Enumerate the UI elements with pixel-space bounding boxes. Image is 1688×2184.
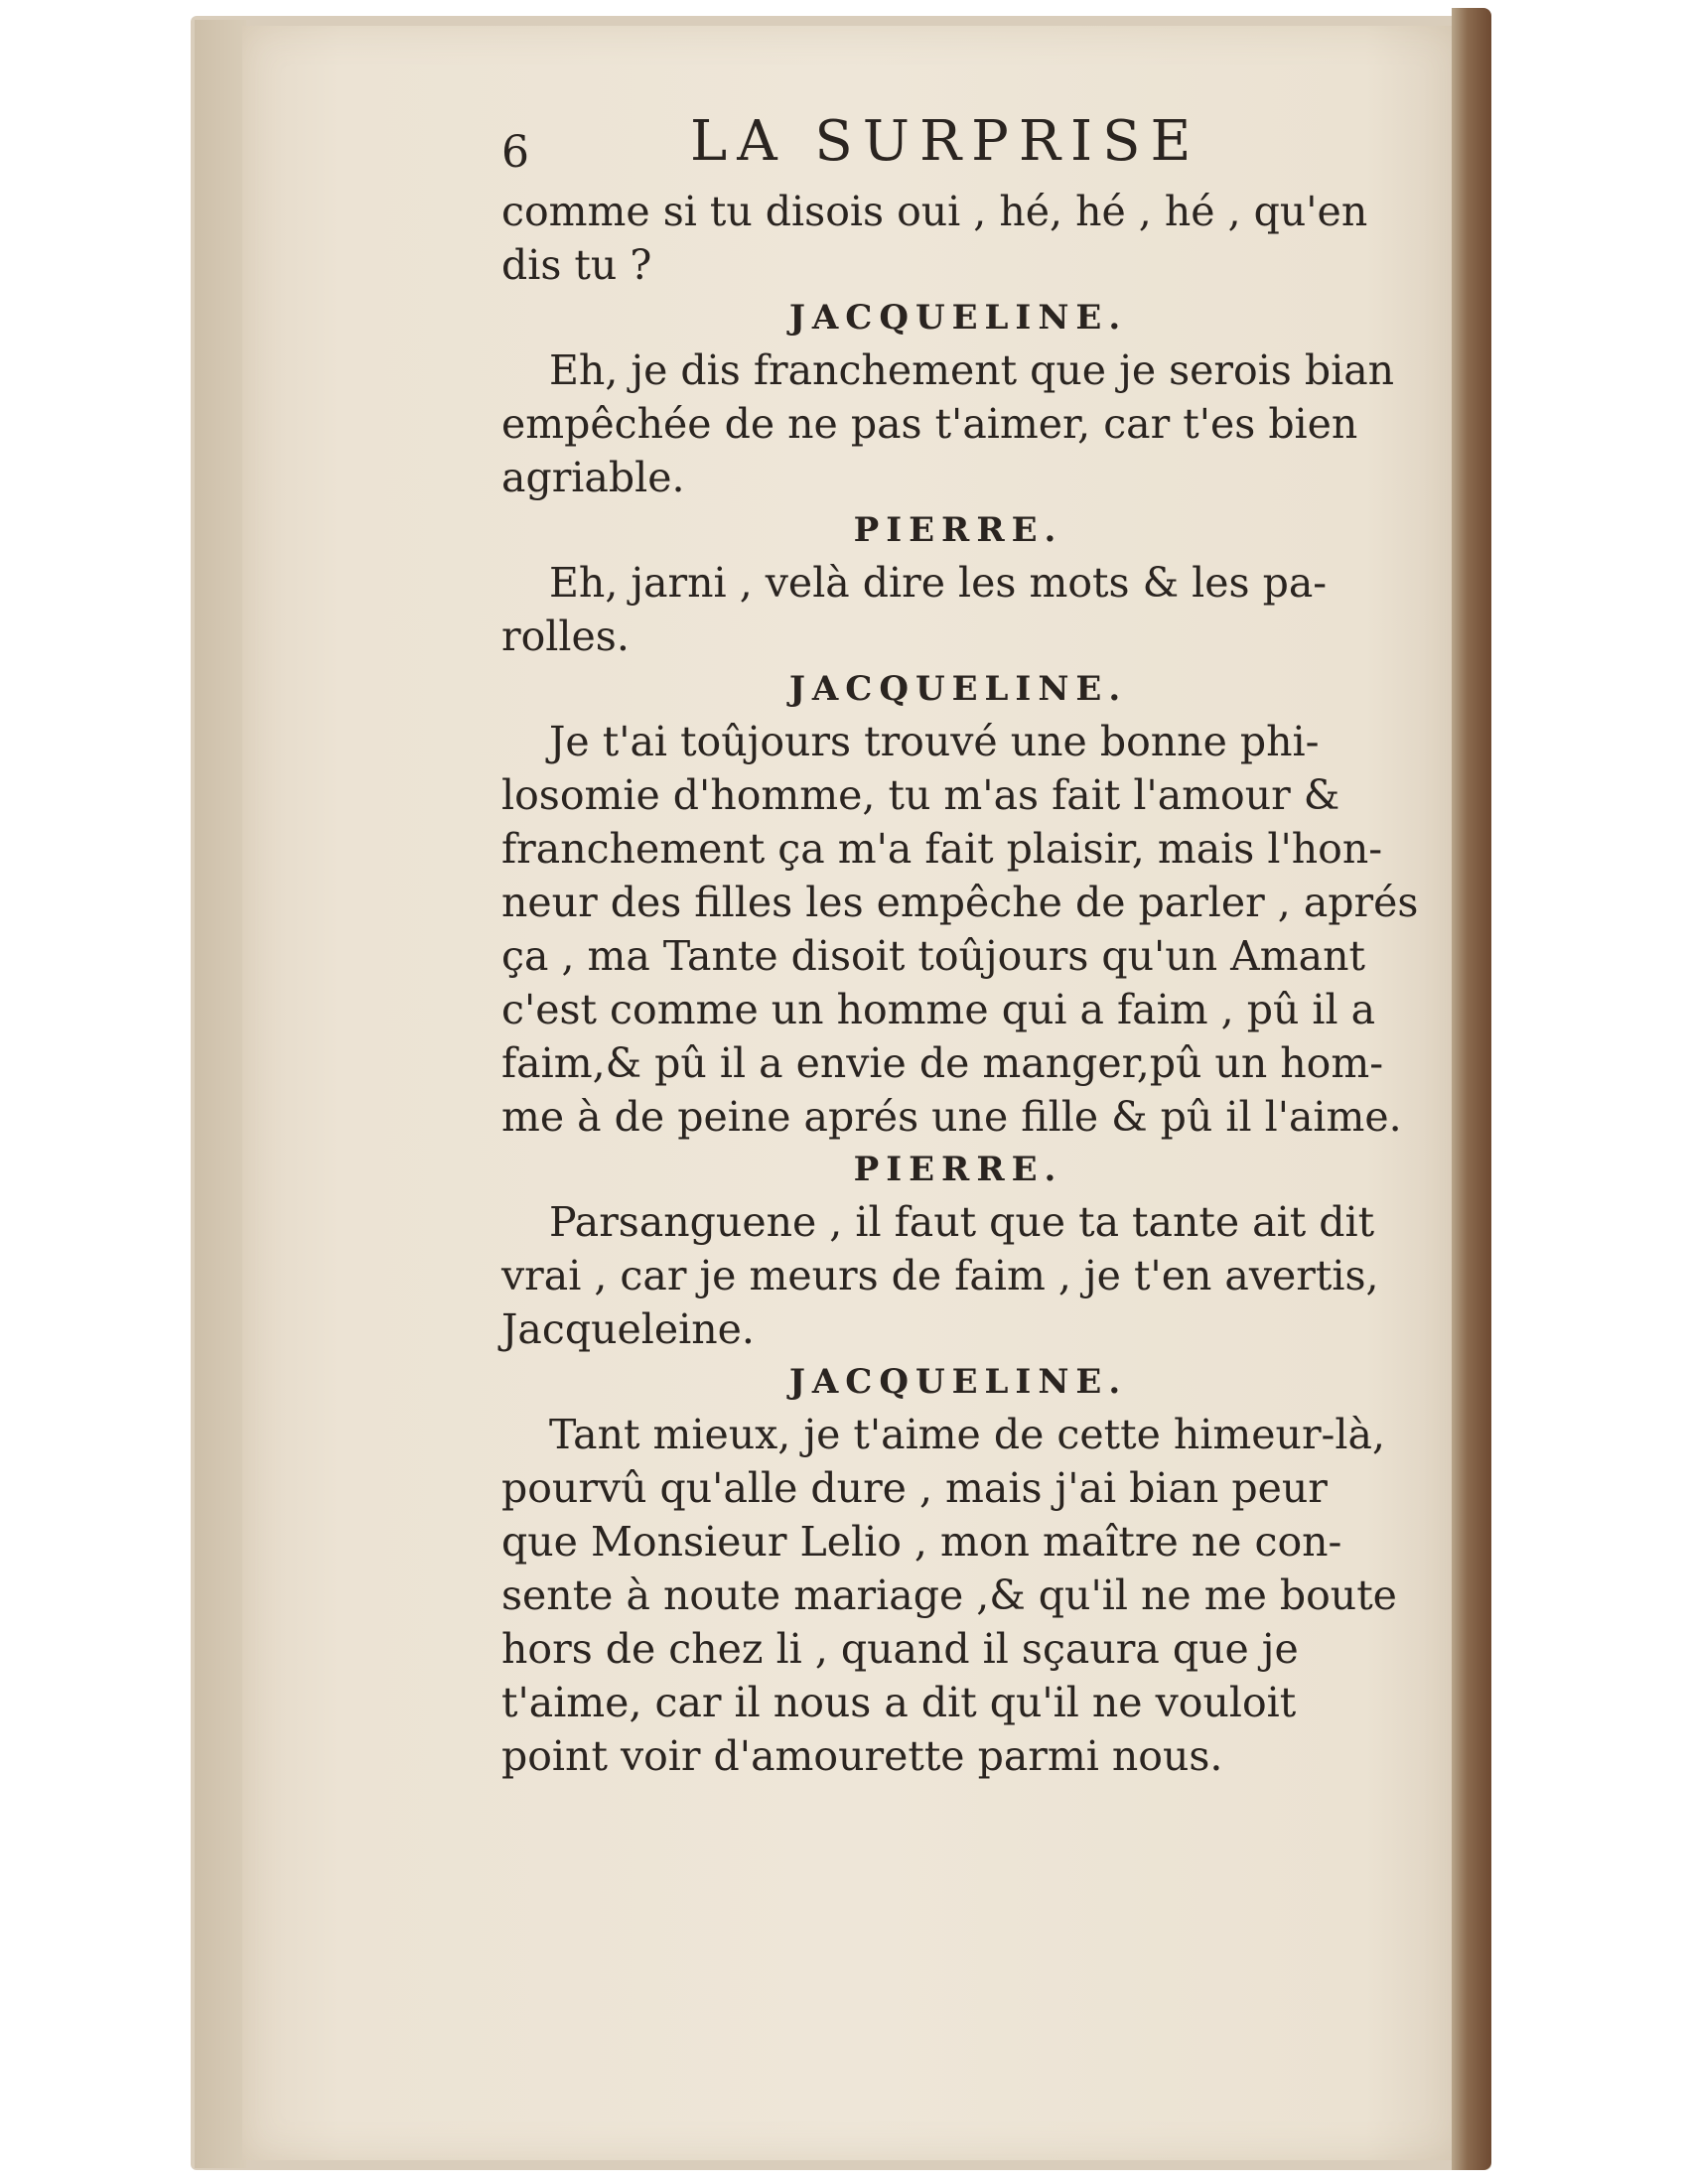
text-line: empêchée de ne pas t'aimer, car t'es bien	[501, 400, 1358, 448]
text-line: faim,& pû il a envie de manger,pû un hom-	[501, 1039, 1384, 1087]
text-line: rolles.	[501, 613, 630, 660]
text-line: c'est comme un homme qui a faim , pû il a	[501, 986, 1376, 1033]
text-area	[501, 109, 1419, 1783]
text-line: Eh, je dis franchement que je serois bian	[549, 346, 1395, 394]
text-block	[501, 715, 1419, 1144]
speaker-name: JACQUELINE.	[788, 298, 1128, 338]
text-line: Parsanguene , il faut que ta tante ait dit	[549, 1198, 1375, 1246]
text-block	[501, 1408, 1415, 1783]
text-line: Je t'ai toûjours trouvé une bonne phi-	[549, 718, 1320, 765]
running-title: LA SURPRISE	[690, 109, 1201, 174]
page-number: 6	[501, 127, 535, 178]
text-block	[501, 343, 1415, 504]
text-line: point voir d'amourette parmi nous.	[501, 1732, 1223, 1780]
text-block	[501, 1195, 1415, 1356]
text-line: t'aime, car il nous a dit qu'il ne vouloit	[501, 1679, 1297, 1726]
text-line: pourvû qu'alle dure , mais j'ai bian peur	[501, 1464, 1328, 1512]
text-line: hors de chez li , quand il sçaura que je	[501, 1625, 1299, 1673]
speaker-name: PIERRE.	[853, 510, 1063, 550]
running-head	[501, 109, 1415, 185]
text-line: Tant mieux, je t'aime de cette himeur-là,	[549, 1411, 1385, 1458]
text-line: me à de peine aprés une fille & pû il l'aime.	[501, 1093, 1402, 1141]
text-line: Jacqueleine.	[501, 1305, 755, 1353]
text-line: Eh, jarni , velà dire les mots & les pa-	[549, 559, 1328, 607]
speaker-name: JACQUELINE.	[788, 669, 1128, 709]
text-line: sente à noute mariage ,& qu'il ne me boute	[501, 1571, 1397, 1619]
text-line: que Monsieur Lelio , mon maître ne con-	[501, 1518, 1342, 1566]
text-block	[501, 556, 1415, 663]
book-fore-edge	[1452, 8, 1491, 2170]
text-line: vrai , car je meurs de faim , je t'en avertis,	[501, 1252, 1379, 1299]
text-line: comme si tu disois oui , hé, hé , hé , qu'en	[501, 188, 1368, 235]
text-line: agriable.	[501, 454, 685, 501]
text-line: ça , ma Tante disoit toûjours qu'un Amant	[501, 932, 1365, 980]
text-line: neur des filles les empêche de parler , aprés	[501, 879, 1419, 926]
speaker-name: PIERRE.	[853, 1150, 1063, 1189]
text-line: franchement ça m'a fait plaisir, mais l'hon-	[501, 825, 1383, 873]
text-line: losomie d'homme, tu m'as fait l'amour &	[501, 771, 1340, 819]
page-gutter	[195, 20, 246, 2168]
text-line: dis tu ?	[501, 241, 652, 289]
speaker-name: JACQUELINE.	[788, 1362, 1128, 1402]
text-block	[501, 185, 1415, 292]
